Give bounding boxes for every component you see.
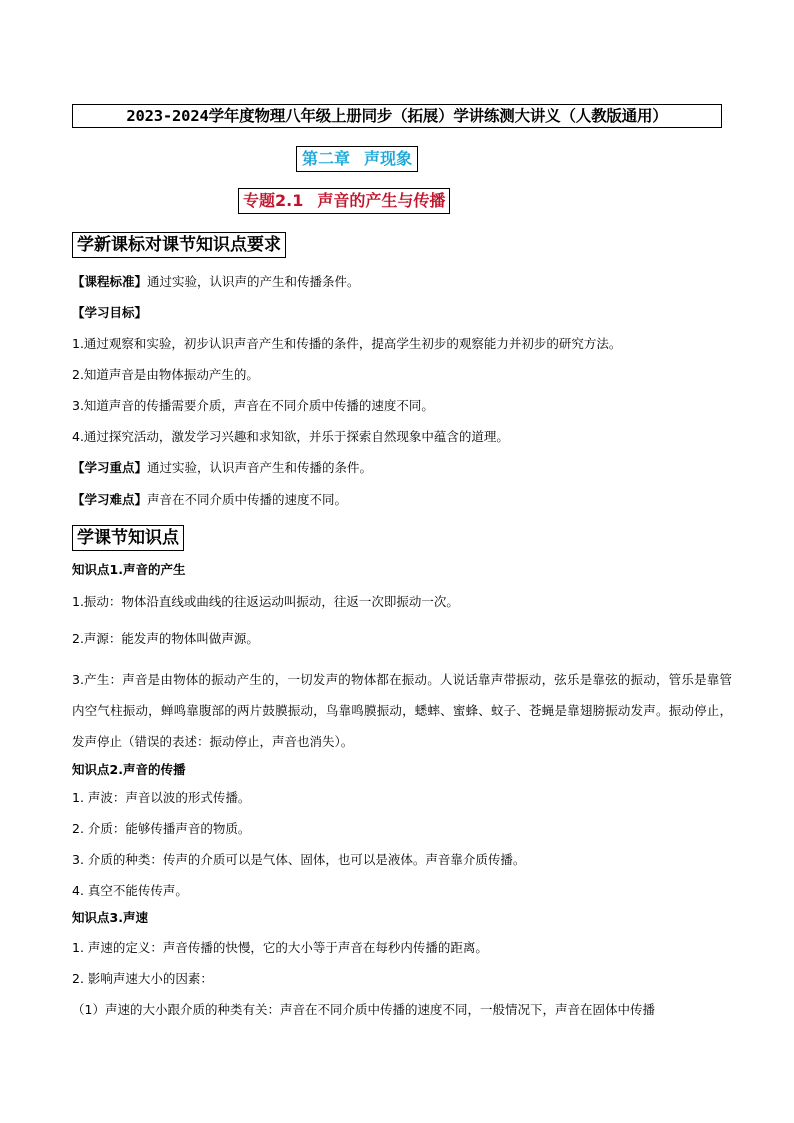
knowledge-point-title: 知识点3.声速 [72, 910, 148, 925]
key-point-line [72, 460, 372, 476]
section-heading-requirements: 学新课标对课节知识点要求 [72, 232, 286, 258]
goal-item: 1.通过观察和实验，初步认识声音产生和传播的条件，提高学生初步的观察能力并初步的研究方法。 [72, 336, 622, 351]
goal-item: 2.知道声音是由物体振动产生的。 [72, 367, 259, 382]
knowledge-item: 1.振动：物体沿直线或曲线的往返运动叫振动，往返一次即振动一次。 [72, 594, 459, 609]
knowledge-item: 3. 介质的种类：传声的介质可以是气体、固体，也可以是液体。声音靠介质传播。 [72, 852, 526, 867]
goal-item: 3.知道声音的传播需要介质，声音在不同介质中传播的速度不同。 [72, 398, 434, 413]
knowledge-item: 1. 声速的定义：声音传播的快慢，它的大小等于声音在每秒内传播的距离。 [72, 940, 488, 955]
chapter-number: 第二章 [302, 149, 351, 168]
standard-text: 通过实验，认识声的产生和传播条件。 [147, 274, 360, 289]
knowledge-item: 1. 声波：声音以波的形式传播。 [72, 790, 251, 805]
knowledge-point-title: 知识点1.声音的产生 [72, 562, 186, 577]
difficulty-line [72, 492, 347, 508]
topic-heading [238, 188, 450, 214]
knowledge-point-title: 知识点2.声音的传播 [72, 762, 186, 777]
topic-name: 声音的产生与传播 [317, 191, 446, 210]
chapter-heading [296, 146, 418, 172]
difficulty-label: 【学习难点】 [72, 492, 148, 507]
goals-label-text: 【学习目标】 [72, 305, 148, 320]
knowledge-item: 4. 真空不能传传声。 [72, 883, 188, 898]
knowledge-item-paragraph: 3.产生：声音是由物体的振动产生的，一切发声的物体都在振动。人说话靠声带振动，弦乐是靠弦的振动，管乐是靠管内空气柱振动，蝉鸣靠腹部的两片鼓膜振动，鸟靠鸣膜振动，蟋蟀、蜜蜂、蚊子、苍蝇是靠翅膀振动发声。振动停止，发声停止（错误的表述：振动停止，声音也消失）。 [72, 672, 732, 749]
goal-item: 4.通过探究活动，激发学习兴趣和求知欲，并乐于探索自然现象中蕴含的道理。 [72, 429, 509, 444]
standard-label: 【课程标准】 [72, 274, 148, 289]
key-label: 【学习重点】 [72, 460, 148, 475]
document-title: 2023-2024学年度物理八年级上册同步（拓展）学讲练测大讲义（人教版通用） [72, 104, 722, 128]
knowledge-item: 2. 影响声速大小的因素： [72, 971, 213, 986]
difficulty-text: 声音在不同介质中传播的速度不同。 [147, 492, 348, 507]
goals-label [72, 305, 147, 321]
knowledge-item: （1）声速的大小跟介质的种类有关：声音在不同介质中传播的速度不同，一般情况下，声音在固体中传播 [72, 1002, 655, 1017]
chapter-name: 声现象 [364, 149, 413, 168]
section-heading-knowledge: 学课节知识点 [72, 525, 184, 551]
topic-number: 专题2.1 [243, 191, 304, 210]
standard-line [72, 274, 360, 290]
key-text: 通过实验，认识声音产生和传播的条件。 [147, 460, 373, 475]
knowledge-item: 2. 介质：能够传播声音的物质。 [72, 821, 251, 836]
knowledge-item: 2.声源：能发声的物体叫做声源。 [72, 631, 259, 646]
